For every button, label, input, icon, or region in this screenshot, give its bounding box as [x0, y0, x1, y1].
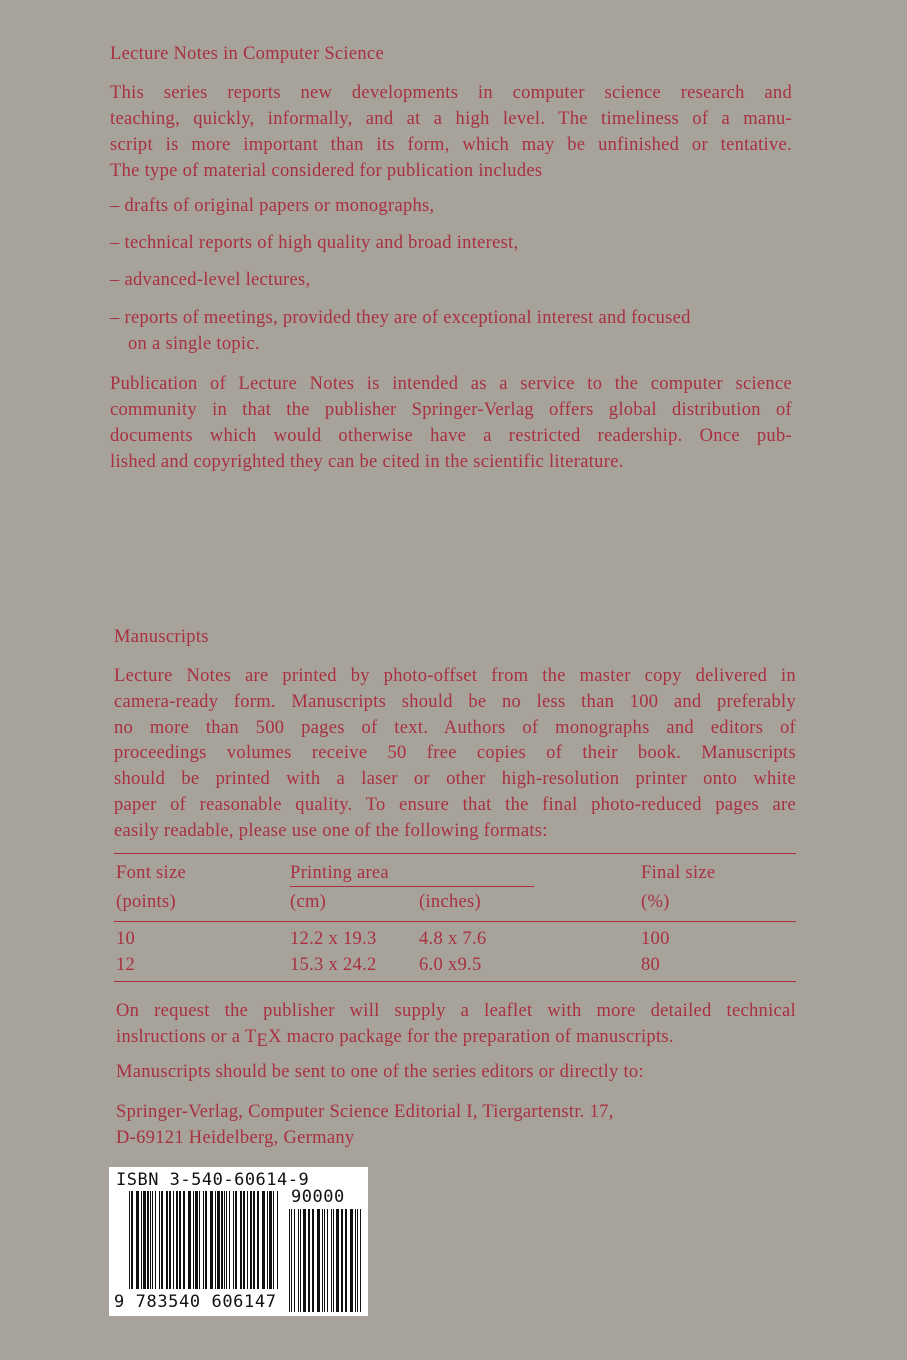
barcode-bar	[331, 1209, 332, 1312]
list-item	[110, 270, 310, 291]
row-10-font: 10	[116, 929, 136, 949]
barcode-bar	[243, 1191, 245, 1289]
publication-line: Publication of Lecture Notes is intended as a service to the computer science	[110, 374, 792, 394]
row-12-inches: 6.0 x9.5	[419, 955, 482, 975]
manuscripts-line: should be printed with a laser or other high-resolution printer onto white	[114, 769, 796, 790]
barcode-bar	[308, 1209, 310, 1312]
barcode-bar	[269, 1191, 272, 1289]
barcode-bar	[131, 1191, 133, 1289]
barcode-bar	[147, 1191, 149, 1289]
barcode-bar	[289, 1209, 290, 1312]
address-line: D-69121 Heidelberg, Germany	[116, 1128, 355, 1148]
barcode-bar	[257, 1191, 259, 1289]
manuscripts-line: easily readable, please use one of the following formats:	[114, 820, 548, 841]
list-item-text: technical reports of high quality and broad interest,	[124, 233, 519, 253]
barcode-bar	[152, 1191, 153, 1289]
barcode-bar	[324, 1209, 325, 1312]
request-paragraph	[116, 998, 796, 1054]
header-font-size: Font size	[116, 863, 187, 883]
barcode-bar	[199, 1191, 200, 1289]
printing-area-rule	[290, 886, 534, 887]
barcode-bar	[341, 1209, 343, 1312]
request-line	[116, 1024, 796, 1054]
list-dash: –	[110, 196, 120, 216]
barcode-bar	[159, 1191, 160, 1289]
row-12-cm: 15.3 x 24.2	[290, 955, 377, 975]
series-title: Lecture Notes in Computer Science	[110, 44, 384, 64]
barcode-bar	[277, 1191, 278, 1289]
barcode-bar	[203, 1191, 204, 1289]
barcode-bar	[188, 1191, 191, 1289]
barcode-bar	[262, 1191, 265, 1289]
address	[116, 1099, 614, 1151]
barcode-bar	[250, 1191, 252, 1289]
list-item	[110, 233, 519, 254]
barcode-bar	[327, 1209, 328, 1312]
table-header-rule	[114, 921, 796, 922]
manuscripts-line: camera-ready form. Manuscripts should be no less than 100 and preferably	[114, 691, 796, 712]
ean-digits: 9 783540 606147	[114, 1292, 277, 1312]
barcode-bar	[195, 1191, 198, 1289]
header-printing-area: Printing area	[290, 863, 389, 883]
header-cm: (cm)	[290, 892, 327, 912]
barcode-bar	[240, 1191, 242, 1289]
barcode-bar	[300, 1209, 301, 1312]
list-dash: –	[110, 270, 120, 290]
intro-paragraph	[110, 80, 792, 184]
barcode-bar	[303, 1209, 306, 1312]
manuscripts-line: paper of reasonable quality. To ensure that the final photo-reduced pages are	[114, 794, 796, 815]
manuscripts-paragraph	[114, 664, 796, 845]
intro-line: teaching, quickly, informally, and at a high level. The timeliness of a manu-	[110, 109, 792, 129]
list-item-text: drafts of original papers or monographs,	[124, 196, 435, 216]
barcode-bar	[357, 1209, 358, 1312]
publication-line: community in that the publisher Springer-Verlag offers global distribution of	[110, 400, 792, 420]
send-to-line: Manuscripts should be sent to one of the series editors or directly to:	[116, 1062, 644, 1082]
barcode-bar	[136, 1191, 139, 1289]
barcode-bar	[233, 1191, 234, 1289]
barcode-bar	[141, 1191, 142, 1289]
barcode-bar	[129, 1191, 130, 1289]
barcode-bar	[217, 1191, 220, 1289]
manuscripts-title: Manuscripts	[114, 627, 209, 647]
list-item-text: advanced-level lectures,	[124, 270, 311, 290]
barcode-bar	[273, 1191, 274, 1289]
isbn-label: ISBN 3-540-60614-9	[116, 1170, 310, 1190]
row-12-font: 12	[116, 955, 136, 975]
manuscripts-line: proceedings volumes receive 50 free copies of their book. Manuscripts	[114, 743, 796, 764]
row-10-final: 100	[641, 929, 670, 949]
barcode-bar	[193, 1191, 194, 1289]
manuscripts-line: Lecture Notes are printed by photo-offset from the master copy delivered in	[114, 666, 796, 686]
barcode-bar	[294, 1209, 295, 1312]
header-points: (points)	[116, 892, 176, 912]
barcode-bar	[210, 1191, 213, 1289]
barcode	[109, 1167, 368, 1316]
list-dash: –	[110, 308, 120, 328]
request-text: inslructions or a T	[116, 1027, 257, 1047]
barcode-bar	[267, 1191, 268, 1289]
price-code: 90000	[291, 1187, 345, 1207]
intro-line: The type of material considered for publication includes	[110, 161, 543, 181]
tex-e: E	[256, 1031, 269, 1051]
barcode-bar	[350, 1209, 353, 1312]
publication-line: lished and copyrighted they can be cited in the scientific literature.	[110, 452, 624, 472]
barcode-bar	[291, 1209, 292, 1312]
barcode-bar	[229, 1191, 230, 1289]
list-item	[110, 196, 434, 217]
barcode-bar	[221, 1191, 223, 1289]
row-12-final: 80	[641, 955, 661, 975]
list-dash: –	[110, 233, 120, 253]
publication-paragraph	[110, 371, 792, 475]
barcode-bar	[166, 1191, 168, 1289]
table-top-rule	[114, 853, 796, 854]
barcode-bar	[155, 1191, 156, 1289]
barcode-bar	[235, 1191, 237, 1289]
barcode-bar	[215, 1191, 216, 1289]
barcode-bar	[169, 1191, 171, 1289]
address-line: Springer-Verlag, Computer Science Editorial I, Tiergartenstr. 17,	[116, 1102, 614, 1122]
barcode-bar	[205, 1191, 207, 1289]
row-10-cm: 12.2 x 19.3	[290, 929, 377, 949]
barcode-bar	[355, 1209, 356, 1312]
barcode-bar	[150, 1191, 151, 1289]
header-percent: (%)	[641, 892, 670, 912]
barcode-bar	[333, 1209, 334, 1312]
barcode-bar	[176, 1191, 178, 1289]
barcode-bar	[345, 1209, 347, 1312]
list-item	[110, 308, 792, 329]
barcode-bar	[312, 1209, 314, 1312]
intro-line: script is more important than its form, which may be unfinished or tentative.	[110, 135, 792, 155]
row-10-inches: 4.8 x 7.6	[419, 929, 487, 949]
request-line: On request the publisher will supply a leaflet with more detailed technical	[116, 1001, 796, 1021]
barcode-bar	[161, 1191, 163, 1289]
header-inches: (inches)	[419, 892, 481, 912]
barcode-bar	[253, 1191, 255, 1289]
publication-line: documents which would otherwise have a restricted readership. Once pub-	[110, 426, 792, 446]
barcode-bar	[247, 1191, 248, 1289]
table-bottom-rule	[114, 981, 796, 982]
barcode-bar	[173, 1191, 174, 1289]
barcode-bar	[322, 1209, 323, 1312]
barcode-bar	[298, 1209, 299, 1312]
barcode-bar	[183, 1191, 185, 1289]
barcode-bar	[360, 1209, 361, 1312]
intro-line: This series reports new developments in computer science research and	[110, 83, 792, 103]
barcode-bar	[179, 1191, 181, 1289]
header-final-size: Final size	[641, 863, 716, 883]
barcode-bar	[143, 1191, 146, 1289]
barcode-bar	[226, 1191, 227, 1289]
request-text: X macro package for the preparation of manuscripts.	[268, 1027, 674, 1047]
manuscripts-line: no more than 500 pages of text. Authors of monographs and editors of	[114, 717, 796, 738]
barcode-bar	[224, 1191, 225, 1289]
barcode-bar	[336, 1209, 339, 1312]
barcode-bar	[317, 1209, 320, 1312]
list-item-text: reports of meetings, provided they are of exceptional interest and focused	[124, 308, 691, 328]
list-item-continuation: on a single topic.	[128, 334, 260, 354]
